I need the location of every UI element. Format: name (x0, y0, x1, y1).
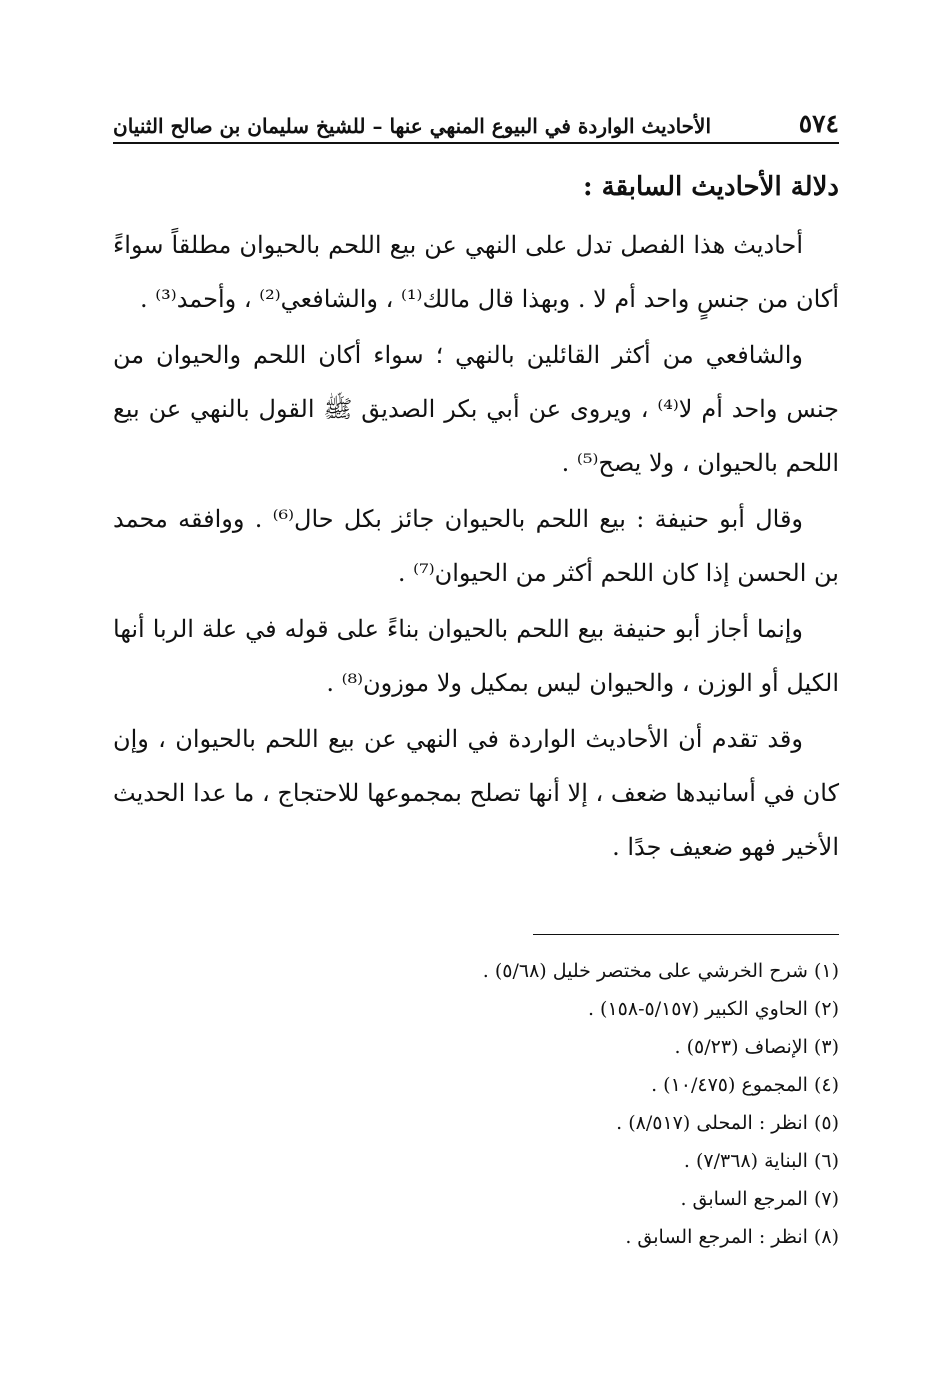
footnote-1: (١) شرح الخرشي على مختصر خليل (٥/٦٨) . (482, 960, 839, 982)
paragraph-1: أحاديث هذا الفصل تدل على النهي عن بيع اللحم بالحيوان مطلقاً سواءً أكان من جنسٍ واحد أم لا . وبهذا قال مالك⁽¹⁾ ، والشافعي⁽²⁾ ، وأحمد⁽³⁾ . (113, 231, 839, 313)
page-number: ٥٧٤ (798, 109, 839, 138)
footnotes (113, 952, 839, 1256)
page-header (113, 104, 839, 144)
footnote-7: (٧) المرجع السابق . (680, 1188, 839, 1210)
footnote-6: (٦) البناية (٧/٣٦٨) . (683, 1150, 839, 1172)
paragraph-4: وإنما أجاز أبو حنيفة بيع اللحم بالحيوان بناءً على قوله في علة الربا أنها الكيل أو الوزن ، والحيوان ليس بمكيل ولا موزون⁽⁸⁾ . (113, 615, 839, 697)
paragraph-3: وقال أبو حنيفة : بيع اللحم بالحيوان جائز بكل حال⁽⁶⁾ . ووافقه محمد بن الحسن إذا كان اللحم أكثر من الحيوان⁽⁷⁾ . (113, 505, 839, 587)
footnote-3: (٣) الإنصاف (٥/٢٣) . (674, 1036, 839, 1058)
footnote-divider (533, 934, 839, 935)
footnote-8: (٨) انظر : المرجع السابق . (625, 1226, 839, 1248)
footnote-2: (٢) الحاوي الكبير (٥/١٥٧-١٥٨) . (587, 998, 839, 1020)
paragraph-2: والشافعي من أكثر القائلين بالنهي ؛ سواء أكان اللحم والحيوان من جنس واحد أم لا⁽⁴⁾ ، ويروى عن أبي بكر الصديق ﷺ القول بالنهي عن بيع اللحم بالحيوان ، ولا يصح⁽⁵⁾ . (113, 341, 839, 477)
paragraph-5: وقد تقدم أن الأحاديث الواردة في النهي عن بيع اللحم بالحيوان ، وإن كان في أسانيدها ضعف ، إلا أنها تصلح بمجموعها للاحتجاج ، ما عدا الحديث الأخير فهو ضعيف جدًا . (113, 725, 839, 861)
body-text (113, 218, 839, 874)
footnote-5: (٥) انظر : المحلى (٨/٥١٧) . (616, 1112, 839, 1134)
section-title: دلالة الأحاديث السابقة : (582, 172, 839, 202)
footnote-4: (٤) المجموع (١٠/٤٧٥) . (651, 1074, 839, 1096)
running-title: الأحاديث الواردة في البيوع المنهي عنها – للشيخ سليمان بن صالح الثنيان (113, 114, 712, 138)
